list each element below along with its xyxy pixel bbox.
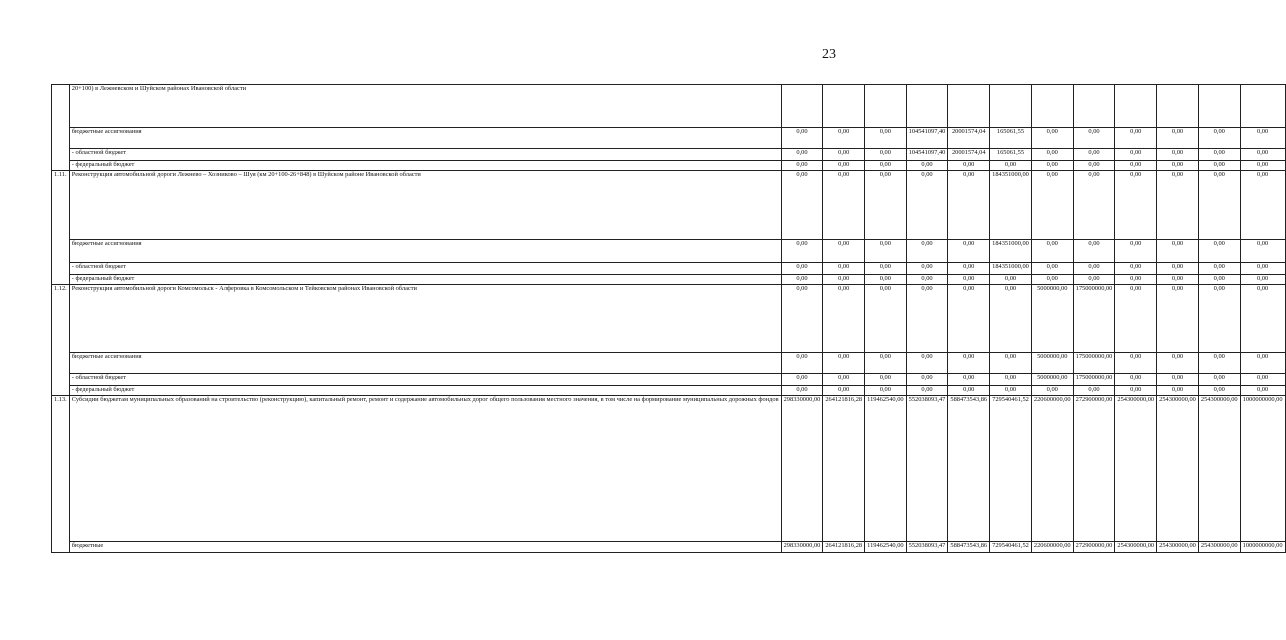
- value-cell: 0,00: [1198, 374, 1240, 386]
- value-cell: 0,00: [865, 240, 907, 263]
- value-cell: 254300000,00: [1115, 542, 1157, 553]
- table-row: [52, 386, 1286, 396]
- value-cell: 0,00: [865, 161, 907, 171]
- value-cell: 0,00: [948, 353, 990, 374]
- value-cell: 0,00: [1157, 275, 1199, 285]
- value-cell: 0,00: [1240, 263, 1285, 275]
- value-cell: 298330000,00: [781, 396, 823, 542]
- table-row: [52, 85, 1286, 128]
- value-cell: 0,00: [948, 386, 990, 396]
- value-cell: 20001574,04: [948, 149, 990, 161]
- value-cell: 0,00: [823, 386, 865, 396]
- value-cell: 0,00: [823, 374, 865, 386]
- item-title: Реконструкция автомобильной дороги Лежнево – Хозниково – Шуя (км 20+100-26+848) в Шуйском районе Ивановской области: [69, 171, 781, 240]
- value-cell: [990, 85, 1032, 128]
- value-cell: 0,00: [781, 285, 823, 353]
- value-cell: 0,00: [990, 275, 1032, 285]
- value-cell: 0,00: [1031, 171, 1073, 240]
- value-cell: [1073, 85, 1115, 128]
- value-cell: 0,00: [1157, 149, 1199, 161]
- table-row: [52, 149, 1286, 161]
- value-cell: 0,00: [823, 171, 865, 240]
- value-cell: 0,00: [1240, 275, 1285, 285]
- value-cell: 0,00: [1031, 128, 1073, 149]
- table-row: [52, 542, 1286, 553]
- value-cell: 0,00: [1115, 374, 1157, 386]
- value-cell: 0,00: [1115, 386, 1157, 396]
- value-cell: 272900000,00: [1073, 542, 1115, 553]
- value-cell: 0,00: [865, 275, 907, 285]
- value-cell: 0,00: [990, 386, 1032, 396]
- value-cell: [1198, 85, 1240, 128]
- value-cell: [906, 85, 948, 128]
- value-cell: 0,00: [1240, 128, 1285, 149]
- value-cell: 220600000,00: [1031, 396, 1073, 542]
- value-cell: 0,00: [1198, 386, 1240, 396]
- value-cell: 0,00: [948, 275, 990, 285]
- value-cell: 0,00: [1240, 161, 1285, 171]
- table-row: [52, 396, 1286, 542]
- value-cell: 588473543,86: [948, 396, 990, 542]
- value-cell: 104541097,40: [906, 149, 948, 161]
- value-cell: 0,00: [865, 374, 907, 386]
- value-cell: 0,00: [1198, 285, 1240, 353]
- value-cell: 0,00: [865, 386, 907, 396]
- value-cell: [948, 85, 990, 128]
- value-cell: 588473543,86: [948, 542, 990, 553]
- value-cell: 0,00: [1198, 149, 1240, 161]
- value-cell: 0,00: [948, 285, 990, 353]
- value-cell: 0,00: [1240, 240, 1285, 263]
- value-cell: 104541097,40: [906, 128, 948, 149]
- value-cell: [865, 85, 907, 128]
- value-cell: 254300000,00: [1115, 396, 1157, 542]
- value-cell: 729540461,52: [990, 396, 1032, 542]
- value-cell: 0,00: [906, 275, 948, 285]
- value-cell: 254300000,00: [1157, 396, 1199, 542]
- value-cell: 175000000,00: [1073, 285, 1115, 353]
- value-cell: 264121816,28: [823, 396, 865, 542]
- value-cell: 0,00: [1240, 374, 1285, 386]
- value-cell: 0,00: [1031, 161, 1073, 171]
- value-cell: 0,00: [1240, 171, 1285, 240]
- value-cell: 0,00: [1115, 161, 1157, 171]
- table-row: [52, 240, 1286, 263]
- value-cell: 0,00: [1198, 171, 1240, 240]
- value-cell: 0,00: [781, 161, 823, 171]
- value-cell: 0,00: [1073, 240, 1115, 263]
- table-row: [52, 128, 1286, 149]
- value-cell: 0,00: [906, 374, 948, 386]
- value-cell: 0,00: [1240, 386, 1285, 396]
- value-cell: 0,00: [1073, 149, 1115, 161]
- row-label: бюджетные ассигнования: [69, 353, 781, 374]
- value-cell: 0,00: [1073, 386, 1115, 396]
- value-cell: 0,00: [1157, 353, 1199, 374]
- value-cell: 0,00: [1031, 263, 1073, 275]
- value-cell: 0,00: [1073, 161, 1115, 171]
- value-cell: 729540461,52: [990, 542, 1032, 553]
- value-cell: 0,00: [1115, 149, 1157, 161]
- value-cell: 0,00: [1198, 128, 1240, 149]
- value-cell: 5000000,00: [1031, 374, 1073, 386]
- value-cell: 0,00: [865, 128, 907, 149]
- item-number: 1.13.: [52, 396, 70, 553]
- value-cell: 119462540,00: [865, 396, 907, 542]
- value-cell: [1240, 85, 1285, 128]
- value-cell: 272900000,00: [1073, 396, 1115, 542]
- value-cell: 119462540,00: [865, 542, 907, 553]
- value-cell: 0,00: [948, 263, 990, 275]
- value-cell: 0,00: [823, 149, 865, 161]
- value-cell: 0,00: [948, 240, 990, 263]
- table-row: [52, 285, 1286, 353]
- row-label: - федеральный бюджет: [69, 161, 781, 171]
- table-row: [52, 171, 1286, 240]
- value-cell: 0,00: [781, 263, 823, 275]
- item-title: Субсидии бюджетам муниципальных образований на строительство (реконструкцию), капитальный ремонт, ремонт и содержание автомобильных дорог общего пользования местного значения, в том числе на формирование муниципальных дорожных фондов: [69, 396, 781, 542]
- value-cell: 0,00: [906, 263, 948, 275]
- table-row: [52, 161, 1286, 171]
- table-body: [52, 85, 1286, 553]
- value-cell: 0,00: [1157, 386, 1199, 396]
- value-cell: 0,00: [823, 240, 865, 263]
- value-cell: 0,00: [906, 386, 948, 396]
- value-cell: 5000000,00: [1031, 353, 1073, 374]
- value-cell: 0,00: [1073, 263, 1115, 275]
- value-cell: 0,00: [906, 171, 948, 240]
- row-label: бюджетные ассигнования: [69, 128, 781, 149]
- value-cell: 1000000000,00: [1240, 542, 1285, 553]
- value-cell: 0,00: [865, 149, 907, 161]
- value-cell: 0,00: [1115, 128, 1157, 149]
- value-cell: [1115, 85, 1157, 128]
- value-cell: 0,00: [781, 275, 823, 285]
- row-label: - областной бюджет: [69, 149, 781, 161]
- value-cell: 0,00: [906, 240, 948, 263]
- value-cell: 0,00: [781, 353, 823, 374]
- value-cell: 0,00: [906, 161, 948, 171]
- table-row: [52, 275, 1286, 285]
- value-cell: 184351000,00: [990, 171, 1032, 240]
- value-cell: 0,00: [990, 285, 1032, 353]
- value-cell: 165061,55: [990, 149, 1032, 161]
- value-cell: 0,00: [1115, 285, 1157, 353]
- value-cell: [781, 85, 823, 128]
- value-cell: 0,00: [865, 353, 907, 374]
- value-cell: 20001574,04: [948, 128, 990, 149]
- value-cell: 0,00: [990, 353, 1032, 374]
- value-cell: 0,00: [823, 285, 865, 353]
- value-cell: 0,00: [990, 161, 1032, 171]
- value-cell: 220600000,00: [1031, 542, 1073, 553]
- row-label: бюджетные: [69, 542, 781, 553]
- value-cell: 0,00: [948, 171, 990, 240]
- value-cell: 0,00: [1198, 263, 1240, 275]
- value-cell: 0,00: [1073, 171, 1115, 240]
- value-cell: 0,00: [948, 374, 990, 386]
- value-cell: 0,00: [1240, 149, 1285, 161]
- value-cell: 0,00: [1115, 263, 1157, 275]
- table-row: [52, 374, 1286, 386]
- value-cell: 0,00: [1198, 240, 1240, 263]
- row-label: - областной бюджет: [69, 374, 781, 386]
- item-number: [52, 85, 70, 171]
- row-label: бюджетные ассигнования: [69, 240, 781, 263]
- value-cell: 254300000,00: [1157, 542, 1199, 553]
- table-row: [52, 353, 1286, 374]
- value-cell: 0,00: [781, 240, 823, 263]
- value-cell: 0,00: [823, 161, 865, 171]
- value-cell: 0,00: [823, 263, 865, 275]
- value-cell: 0,00: [781, 386, 823, 396]
- value-cell: 0,00: [1115, 240, 1157, 263]
- value-cell: 0,00: [1157, 161, 1199, 171]
- value-cell: 184351000,00: [990, 240, 1032, 263]
- value-cell: 0,00: [1240, 285, 1285, 353]
- value-cell: 0,00: [781, 171, 823, 240]
- value-cell: 552038093,47: [906, 542, 948, 553]
- value-cell: 0,00: [1115, 275, 1157, 285]
- value-cell: 0,00: [865, 171, 907, 240]
- value-cell: 0,00: [1115, 171, 1157, 240]
- row-label: - федеральный бюджет: [69, 386, 781, 396]
- value-cell: 0,00: [1157, 263, 1199, 275]
- value-cell: 0,00: [1031, 275, 1073, 285]
- value-cell: 0,00: [865, 285, 907, 353]
- value-cell: 0,00: [948, 161, 990, 171]
- value-cell: 5000000,00: [1031, 285, 1073, 353]
- value-cell: 175000000,00: [1073, 374, 1115, 386]
- value-cell: 0,00: [781, 128, 823, 149]
- item-title: Реконструкция автомобильной дороги Комсомольск - Алферовка в Комсомольском и Тейковском районах Ивановской области: [69, 285, 781, 353]
- value-cell: 0,00: [990, 374, 1032, 386]
- value-cell: 0,00: [1115, 353, 1157, 374]
- budget-table: [51, 84, 1286, 553]
- value-cell: 0,00: [1031, 149, 1073, 161]
- value-cell: 0,00: [1157, 171, 1199, 240]
- value-cell: 0,00: [865, 263, 907, 275]
- value-cell: 0,00: [1073, 128, 1115, 149]
- value-cell: 1000000000,00: [1240, 396, 1285, 542]
- value-cell: 254300000,00: [1198, 542, 1240, 553]
- value-cell: 0,00: [906, 353, 948, 374]
- value-cell: 175000000,00: [1073, 353, 1115, 374]
- value-cell: 264121816,28: [823, 542, 865, 553]
- value-cell: 0,00: [1157, 285, 1199, 353]
- value-cell: [823, 85, 865, 128]
- row-label: - федеральный бюджет: [69, 275, 781, 285]
- value-cell: 0,00: [906, 285, 948, 353]
- value-cell: 0,00: [1157, 240, 1199, 263]
- value-cell: 0,00: [1031, 386, 1073, 396]
- value-cell: 298330000,00: [781, 542, 823, 553]
- value-cell: 0,00: [1198, 275, 1240, 285]
- value-cell: 552038093,47: [906, 396, 948, 542]
- value-cell: 0,00: [1073, 275, 1115, 285]
- value-cell: [1031, 85, 1073, 128]
- row-label: - областной бюджет: [69, 263, 781, 275]
- value-cell: 0,00: [781, 149, 823, 161]
- value-cell: 184351000,00: [990, 263, 1032, 275]
- value-cell: 0,00: [1198, 353, 1240, 374]
- value-cell: 165061,55: [990, 128, 1032, 149]
- value-cell: 0,00: [823, 128, 865, 149]
- table-row: [52, 263, 1286, 275]
- item-number: 1.12.: [52, 285, 70, 396]
- value-cell: 254300000,00: [1198, 396, 1240, 542]
- value-cell: 0,00: [823, 275, 865, 285]
- value-cell: 0,00: [1240, 353, 1285, 374]
- value-cell: 0,00: [1157, 128, 1199, 149]
- value-cell: 0,00: [1031, 240, 1073, 263]
- value-cell: 0,00: [781, 374, 823, 386]
- value-cell: [1157, 85, 1199, 128]
- item-title: 20+100) в Лежневском и Шуйском районах Ивановской области: [69, 85, 781, 128]
- value-cell: 0,00: [1198, 161, 1240, 171]
- value-cell: 0,00: [1157, 374, 1199, 386]
- page-number: 23: [822, 47, 836, 62]
- item-number: 1.11.: [52, 171, 70, 285]
- value-cell: 0,00: [823, 353, 865, 374]
